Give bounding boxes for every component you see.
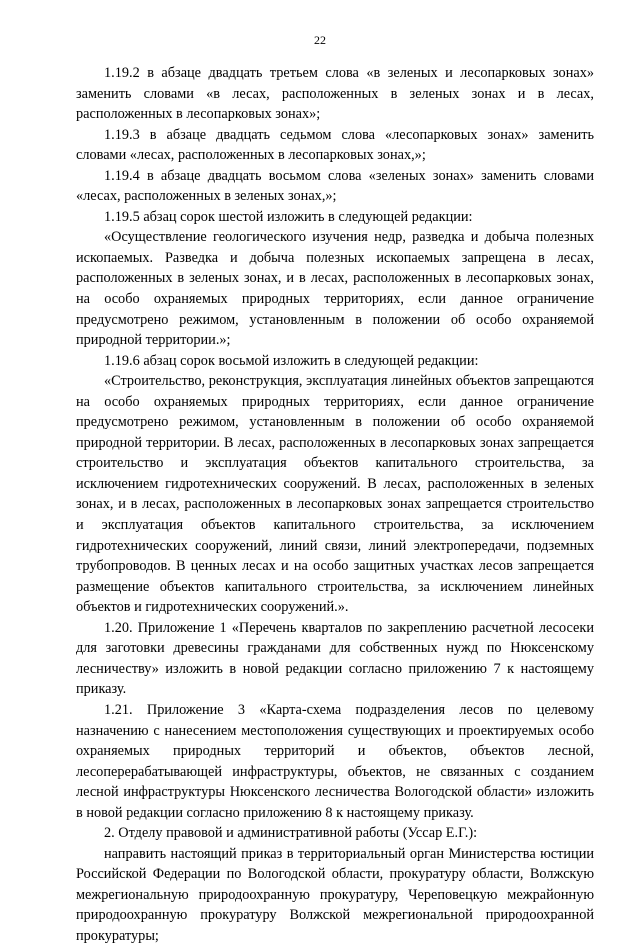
paragraph-quote-construction: «Строительство, реконструкция, эксплуатация линейных объектов запрещаются на особо охраняемых природных территориях, если данное ограничение предусмотрено режимом, установленным в положении об особо охраняемой природной территории. В лесах, расположенных в лесопарковых зонах запрещается строительство и эксплуатация объектов капитального строительства, за исключением гидротехнических сооружений. В лесах, расположенных в зеленых зонах, и в лесах, расположенных в лесопарковых зонах запрещается строительство и эксплуатация объектов капитального строительства, за исключением гидротехнических сооружений, линий связи, линий электропередачи, подземных трубопроводов. В ценных лесах и на особо защитных участках лесов запрещается размещение объектов капитального строительства, за исключением линейных объектов и гидротехнических сооружений.». [76, 373, 594, 616]
document-body [76, 63, 594, 947]
paragraph-quote-geology: «Осуществление геологического изучения недр, разведка и добыча полезных ископаемых. Разведка и добыча полезных ископаемых запрещена в лесах, расположенных в зеленых зонах, и в лесах, расположенных в лесопарковых зонах, на особо охраняемых природных территориях, если данное ограничение предусмотрено режимом, установленным в положении об особо охраняемой природной территории.»; [76, 229, 594, 349]
paragraph-1-19-5: 1.19.5 абзац сорок шестой изложить в следующей редакции: [104, 208, 473, 225]
paragraph-1-19-4: 1.19.4 в абзаце двадцать восьмом слова «зеленых зонах» заменить словами «лесах, расположенных в зеленых зонах,»; [76, 167, 594, 205]
paragraph-send-order: направить настоящий приказ в территориальный орган Министерства юстиции Российской Федерации по Вологодской области, прокуратуру области, Волжскую межрегиональную природоохранную прокуратуру, Череповецкую межрайонную природоохранную прокуратуру Волжской межрегиональной природоохранной прокуратуры; [76, 845, 594, 944]
paragraph-1-19-6: 1.19.6 абзац сорок восьмой изложить в следующей редакции: [104, 352, 479, 369]
paragraph-2: 2. Отделу правовой и административной работы (Уссар Е.Г.): [104, 825, 478, 842]
paragraph-1-19-2: 1.19.2 в абзаце двадцать третьем слова «в зеленых и лесопарковых зонах» заменить словами «в лесах, расположенных в зеленых зонах и в лесах, расположенных в лесопарковых зонах»; [76, 65, 594, 123]
paragraph-1-19-3: 1.19.3 в абзаце двадцать седьмом слова «лесопарковых зонах» заменить словами «лесах, расположенных в лесопарковых зонах,»; [76, 126, 594, 164]
paragraph-1-21: 1.21. Приложение 3 «Карта-схема подразделения лесов по целевому назначению с нанесением местоположения существующих и проектируемых особо охраняемых природных территорий и объектов, объектов лесной, лесоперерабатывающей инфраструктуры, объектов, не связанных с созданием лесной инфраструктуры Нюксенского лесничества Вологодской области» изложить в новой редакции согласно приложению 8 к настоящему приказу. [76, 701, 594, 821]
page-number: 22 [314, 33, 326, 47]
paragraph-1-20: 1.20. Приложение 1 «Перечень кварталов по закреплению расчетной лесосеки для заготовки древесины гражданами для собственных нужд по Нюксенскому лесничеству» изложить в новой редакции согласно приложению 7 к настоящему приказу. [76, 619, 594, 698]
